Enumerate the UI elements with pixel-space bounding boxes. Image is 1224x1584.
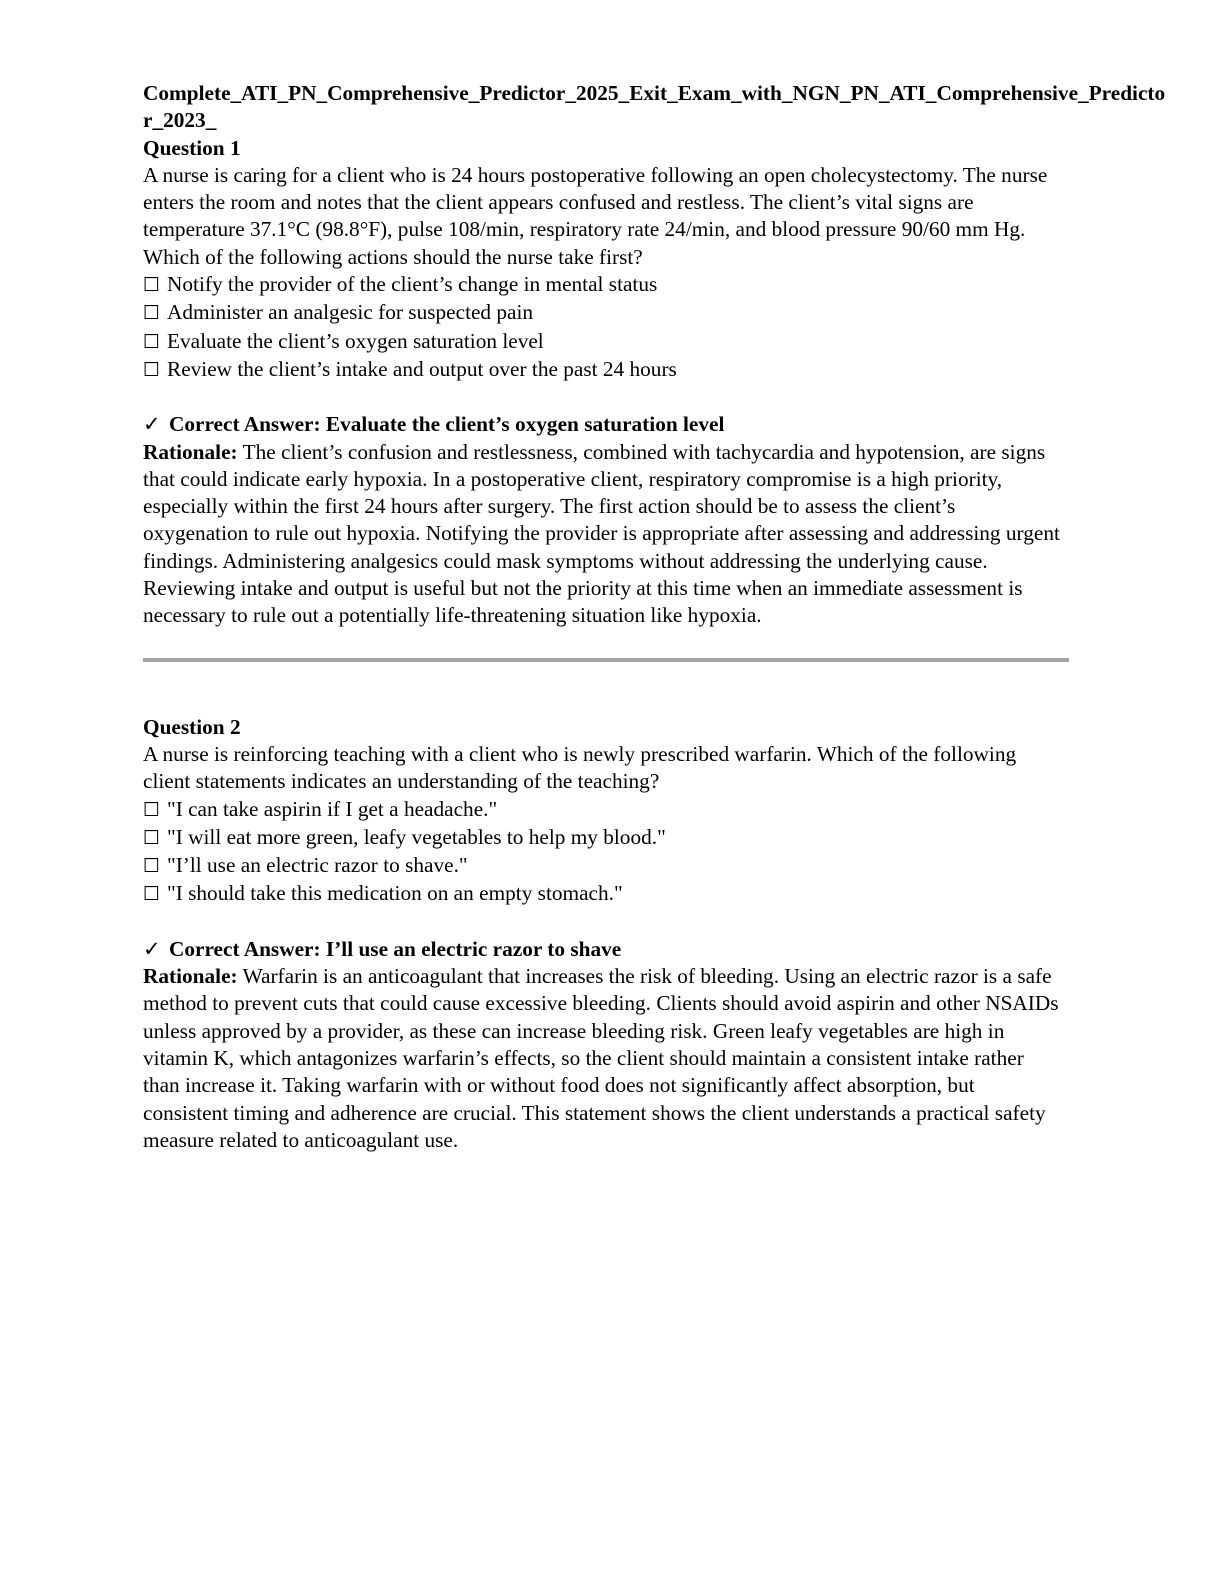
answer-option[interactable]	[143, 299, 1173, 327]
answer-option[interactable]	[143, 880, 1173, 908]
answer-option[interactable]	[143, 852, 1173, 880]
answer-option[interactable]	[143, 796, 1173, 824]
document-page	[143, 80, 1173, 1154]
checkbox-icon[interactable]: ☐	[143, 358, 161, 381]
checkmark-icon: ✓	[143, 412, 161, 437]
question-block-1	[143, 135, 1173, 630]
checkbox-icon[interactable]: ☐	[143, 855, 161, 878]
checkbox-icon[interactable]: ☐	[143, 826, 161, 849]
correct-answer-text: Correct Answer: I’ll use an electric razor to shave	[169, 936, 622, 961]
checkbox-icon[interactable]: ☐	[143, 302, 161, 325]
question-heading: Question 1	[143, 135, 241, 160]
option-label: "I can take aspirin if I get a headache."	[167, 796, 498, 821]
correct-answer	[143, 936, 1173, 963]
checkmark-icon: ✓	[143, 936, 161, 961]
correct-answer-text: Correct Answer: Evaluate the client’s oxygen saturation level	[169, 412, 725, 437]
question-text: A nurse is reinforcing teaching with a client who is newly prescribed warfarin. Which of the following client statements indicates an understanding of the teaching?	[143, 741, 1017, 794]
checkbox-icon[interactable]: ☐	[143, 883, 161, 906]
option-label: Review the client’s intake and output over the past 24 hours	[167, 356, 677, 381]
checkbox-icon[interactable]: ☐	[143, 274, 161, 297]
option-label: "I will eat more green, leafy vegetables to help my blood."	[167, 824, 666, 849]
question-block-2	[143, 714, 1173, 1154]
answer-option[interactable]	[143, 356, 1173, 384]
option-label: "I’ll use an electric razor to shave."	[167, 853, 468, 878]
rationale-text: The client’s confusion and restlessness, combined with tachycardia and hypotension, are signs that could indicate early hypoxia. In a postoperative client, respiratory compromise is a high priority, especially within the first 24 hours after surgery. The first action should be to assess the client’s oxygenation to rule out hypoxia. Notifying the provider is appropriate after assessing and addressing urgent findings. Administering analgesics could mask symptoms without addressing the underlying cause. Reviewing intake and output is useful but not the priority at this time when an immediate assessment is necessary to rule out a potentially life-threatening situation like hypoxia.	[143, 439, 1060, 628]
correct-answer	[143, 411, 1173, 438]
answer-option[interactable]	[143, 271, 1173, 299]
option-label: Administer an analgesic for suspected pain	[167, 300, 534, 325]
checkbox-icon[interactable]: ☐	[143, 330, 161, 353]
rationale-label: Rationale:	[143, 439, 238, 464]
answer-option[interactable]	[143, 328, 1173, 356]
document-title: Complete_ATI_PN_Comprehensive_Predictor_2025_Exit_Exam_with_NGN_PN_ATI_Comprehensive_Predictor_2023_	[143, 81, 1166, 133]
checkbox-icon[interactable]: ☐	[143, 798, 161, 821]
rationale	[143, 963, 1063, 1154]
rationale	[143, 439, 1063, 630]
answer-options	[143, 796, 1173, 909]
answer-option[interactable]	[143, 824, 1173, 852]
rationale-text: Warfarin is an anticoagulant that increases the risk of bleeding. Using an electric razor is a safe method to prevent cuts that could cause excessive bleeding. Clients should avoid aspirin and other NSAIDs unless approved by a provider, as these can increase bleeding risk. Green leafy vegetables are high in vitamin K, which antagonizes warfarin’s effects, so the client should maintain a consistent intake rather than increase it. Taking warfarin with or without food does not significantly affect absorption, but consistent timing and adherence are crucial. This statement shows the client understands a practical safety measure related to anticoagulant use.	[143, 964, 1059, 1152]
question-heading: Question 2	[143, 714, 241, 739]
option-label: Evaluate the client’s oxygen saturation level	[167, 328, 544, 353]
question-text: A nurse is caring for a client who is 24 hours postoperative following an open cholecystectomy. The nurse enters the room and notes that the client appears confused and restless. The client’s vital signs are temperature 37.1°C (98.8°F), pulse 108/min, respiratory rate 24/min, and blood pressure 90/60 mm Hg. Which of the following actions should the nurse take first?	[143, 162, 1048, 269]
option-label: "I should take this medication on an empty stomach."	[167, 881, 623, 906]
rationale-label: Rationale:	[143, 964, 238, 989]
answer-options	[143, 271, 1173, 384]
option-label: Notify the provider of the client’s change in mental status	[167, 272, 658, 297]
